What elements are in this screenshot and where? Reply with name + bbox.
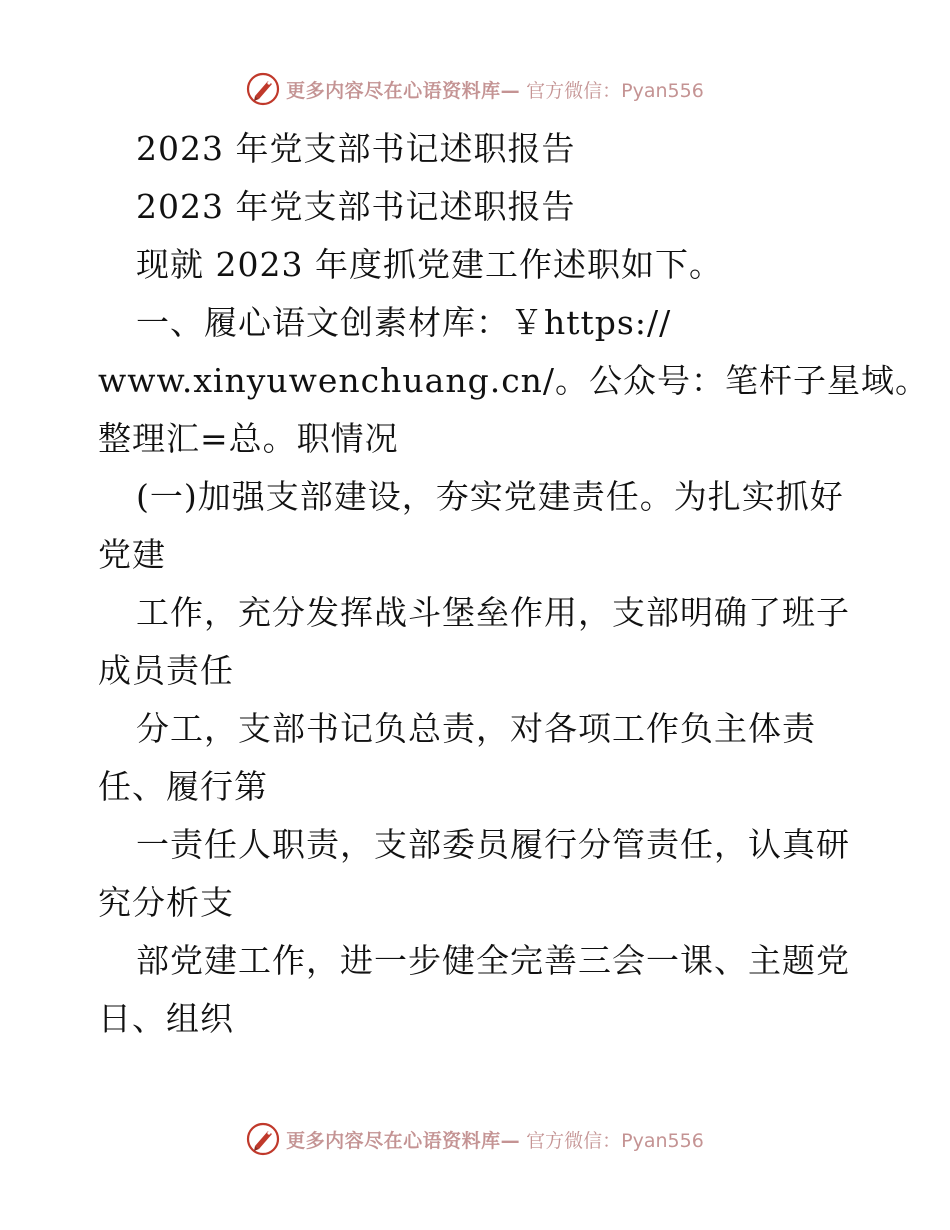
doc-paragraph-line: 日、组织 xyxy=(98,999,234,1038)
header-watermark-text: 更多内容尽在心语资料库— xyxy=(286,79,521,102)
header-watermark-banner xyxy=(0,72,950,106)
footer-watermark-text: 更多内容尽在心语资料库— xyxy=(286,1129,521,1152)
doc-paragraph-line: 分工，支部书记负总责，对各项工作负主体责 xyxy=(136,709,816,748)
doc-paragraph-line: 部党建工作，进一步健全完善三会一课、主题党 xyxy=(136,941,850,980)
doc-paragraph-line: 党建 xyxy=(98,535,166,574)
doc-paragraph-line: 究分析支 xyxy=(98,883,234,922)
document-body xyxy=(98,120,930,1048)
footer-wechat-text: 官方微信：Pyan556 xyxy=(526,1129,704,1152)
doc-title-line: 2023 年党支部书记述职报告 xyxy=(136,129,576,168)
pen-logo-icon xyxy=(246,72,280,106)
doc-paragraph-line: 任、履行第 xyxy=(98,767,268,806)
doc-paragraph-line: 一、履心语文创素材库：￥https:// xyxy=(136,303,672,342)
doc-paragraph-line: 一责任人职责，支部委员履行分管责任，认真研 xyxy=(136,825,850,864)
doc-paragraph-line: 整理汇=总。职情况 xyxy=(98,419,399,458)
pen-logo-icon xyxy=(246,1122,280,1156)
doc-paragraph-line: 成员责任 xyxy=(98,651,234,690)
doc-paragraph-line: (一)加强支部建设，夯实党建责任。为扎实抓好 xyxy=(136,477,844,516)
footer-watermark-banner xyxy=(0,1122,950,1156)
doc-paragraph-line: 工作，充分发挥战斗堡垒作用，支部明确了班子 xyxy=(136,593,850,632)
doc-paragraph-line: 现就 2023 年度抓党建工作述职如下。 xyxy=(136,245,723,284)
header-wechat-text: 官方微信：Pyan556 xyxy=(526,79,704,102)
doc-title-line-repeat: 2023 年党支部书记述职报告 xyxy=(136,187,576,226)
doc-paragraph-line: www.xinyuwenchuang.cn/。公众号：笔杆子星域。 xyxy=(98,361,930,400)
